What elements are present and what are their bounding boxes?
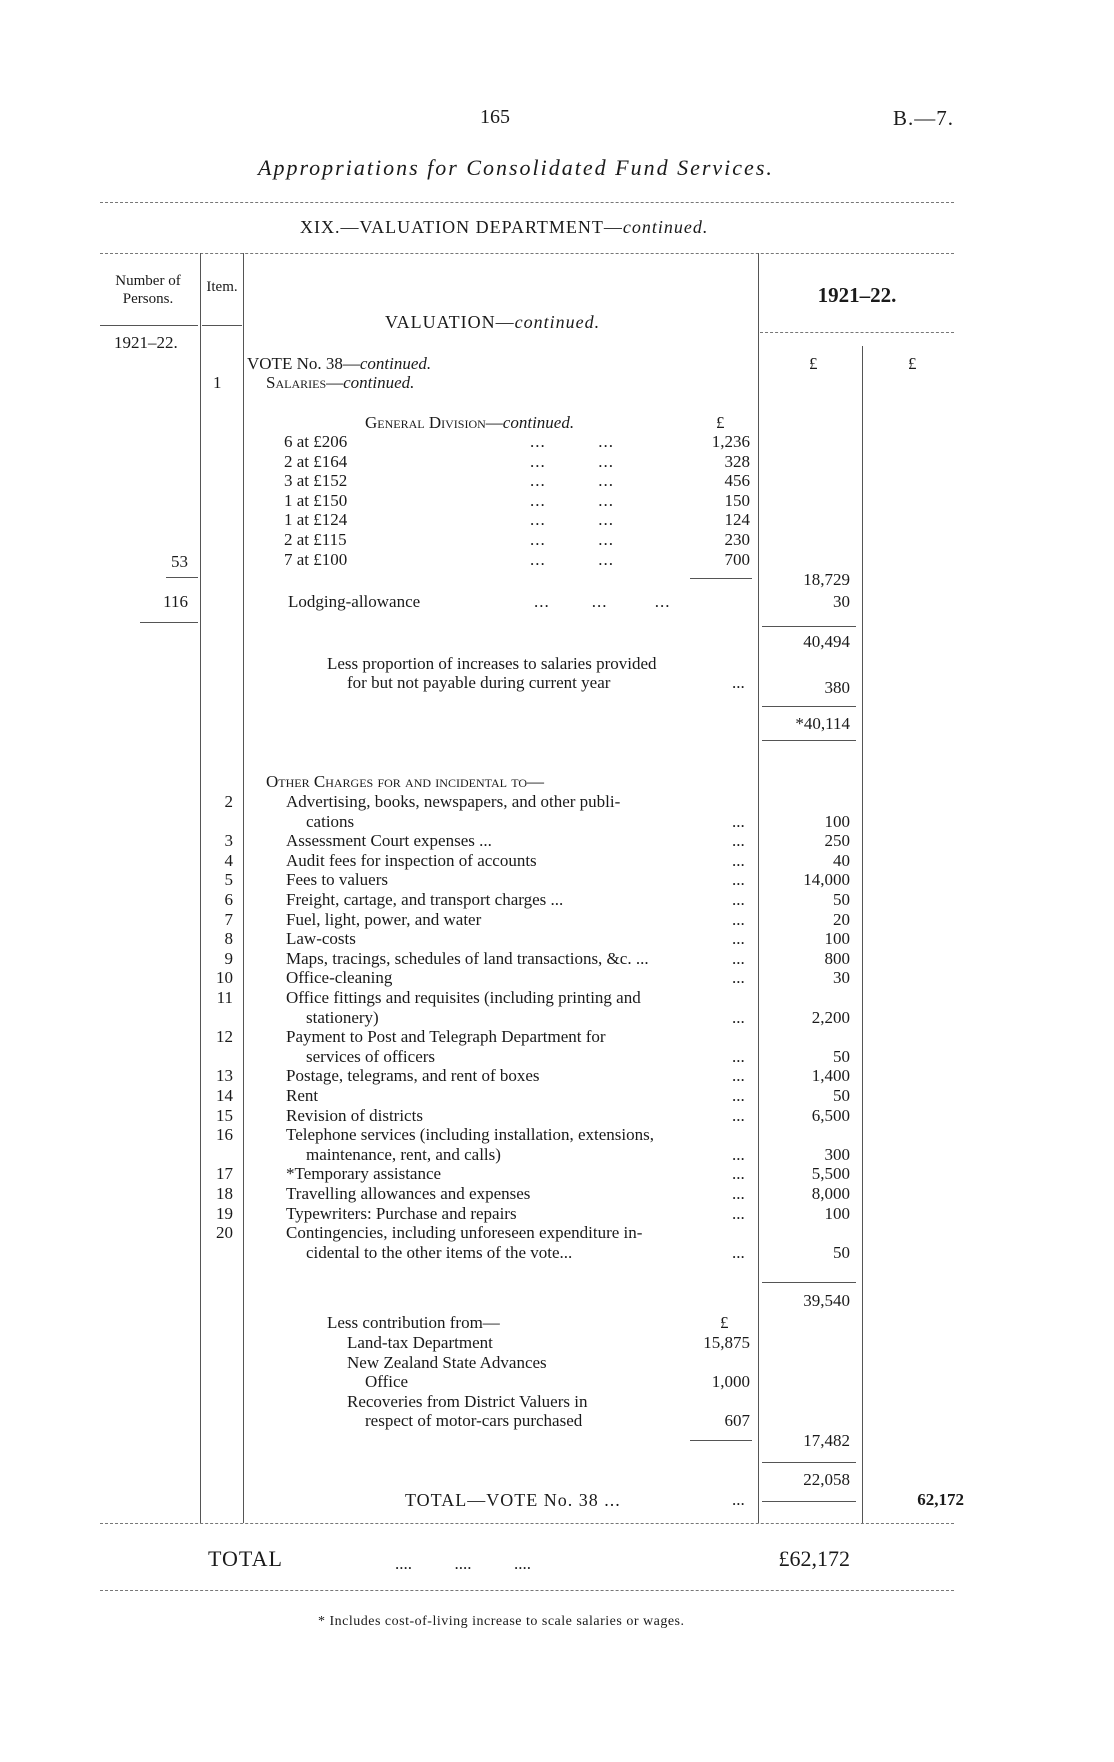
other-charge-amount: 100 bbox=[824, 812, 850, 831]
table-top-rule bbox=[100, 253, 954, 254]
column-header-persons: Number of Persons. bbox=[115, 273, 181, 307]
other-charge-item-number: 14 bbox=[216, 1086, 233, 1105]
other-charge-dots: ... bbox=[732, 1164, 745, 1183]
contribution-total: 17,482 bbox=[803, 1431, 850, 1450]
salaries-label-suffix: continued. bbox=[343, 373, 415, 392]
other-charge-item-number: 17 bbox=[216, 1164, 233, 1183]
other-charge-amount: 40 bbox=[833, 851, 850, 870]
total-vote-amount: 62,172 bbox=[917, 1490, 964, 1509]
general-division-dots: ... ... bbox=[530, 452, 614, 471]
other-charge-amount: 50 bbox=[833, 1047, 850, 1066]
other-charge-item-number: 18 bbox=[216, 1184, 233, 1203]
general-division-dots: ... ... bbox=[530, 471, 614, 490]
net-salaries-rule bbox=[762, 706, 856, 707]
contribution-sum-rule bbox=[690, 1440, 752, 1441]
other-charge-description: Office fittings and requisites (including printing and bbox=[286, 988, 641, 1007]
other-charge-item-number: 19 bbox=[216, 1204, 233, 1223]
section-heading-suffix: continued. bbox=[514, 312, 601, 332]
other-charge-description: cations bbox=[306, 812, 355, 831]
other-charge-dots: ... bbox=[732, 831, 745, 850]
item-column-divider bbox=[243, 253, 244, 1523]
column-header-item: Item. bbox=[206, 279, 238, 295]
general-division-grade: 1 at £124 bbox=[284, 510, 348, 529]
other-charge-item-number: 8 bbox=[224, 929, 233, 948]
footnote: * Includes cost-of-living increase to scale salaries or wages. bbox=[318, 1614, 685, 1629]
pound-sign-amount-column: £ bbox=[809, 354, 818, 373]
total-vote-dots: ... bbox=[732, 1490, 745, 1509]
other-charge-amount: 100 bbox=[824, 929, 850, 948]
other-charge-dots: ... bbox=[732, 1145, 745, 1164]
general-division-amount: 230 bbox=[724, 530, 750, 549]
lodging-allowance-label: Lodging-allowance bbox=[288, 592, 421, 611]
other-charge-amount: 50 bbox=[833, 1086, 850, 1105]
column-header-year: 1921–22. bbox=[817, 283, 897, 307]
other-charge-dots: ... bbox=[732, 1086, 745, 1105]
salaries-sum-rule bbox=[762, 626, 856, 627]
contribution-amount: 607 bbox=[724, 1411, 750, 1430]
other-charge-dots: ... bbox=[732, 968, 745, 987]
other-charge-description: Office-cleaning bbox=[286, 968, 393, 987]
general-division-amount: 456 bbox=[724, 471, 750, 490]
grand-total-dots: .... .... .... bbox=[395, 1554, 531, 1573]
other-charge-amount: 14,000 bbox=[803, 870, 850, 889]
general-division-amount: 150 bbox=[724, 491, 750, 510]
other-charge-dots: ... bbox=[732, 949, 745, 968]
general-division-sum-rule bbox=[690, 578, 752, 579]
grand-total-amount: £62,172 bbox=[778, 1546, 850, 1571]
other-charge-amount: 50 bbox=[833, 890, 850, 909]
other-charge-description: Rent bbox=[286, 1086, 319, 1105]
other-charge-item-number: 12 bbox=[216, 1027, 233, 1046]
contribution-source: Land-tax Department bbox=[347, 1333, 493, 1352]
general-division-grade: 3 at £152 bbox=[284, 471, 348, 490]
other-charge-description: Assessment Court expenses ... bbox=[286, 831, 492, 850]
general-division-subtotal: 18,729 bbox=[803, 570, 850, 589]
total-vote-label: TOTAL—VOTE No. 38 ... bbox=[405, 1490, 621, 1510]
other-charge-dots: ... bbox=[732, 890, 745, 909]
other-charge-description: Law-costs bbox=[286, 929, 356, 948]
other-charge-dots: ... bbox=[732, 929, 745, 948]
other-charge-item-number: 6 bbox=[224, 890, 233, 909]
other-charge-item-number: 16 bbox=[216, 1125, 233, 1144]
other-charge-amount: 20 bbox=[833, 910, 850, 929]
other-charge-description: Audit fees for inspection of accounts bbox=[286, 851, 537, 870]
vote-title bbox=[247, 354, 431, 374]
other-charge-description: Telephone services (including installation, extensions, bbox=[286, 1125, 654, 1144]
other-charge-description: maintenance, rent, and calls) bbox=[306, 1145, 501, 1164]
other-charge-description: Fuel, light, power, and water bbox=[286, 910, 482, 929]
page-number: 165 bbox=[480, 106, 510, 128]
other-charge-description: *Temporary assistance bbox=[286, 1164, 442, 1183]
other-charge-item-number: 4 bbox=[224, 851, 233, 870]
general-division-grade: 2 at £115 bbox=[284, 530, 347, 549]
total-vote-rule bbox=[762, 1501, 856, 1502]
other-charge-description: services of officers bbox=[306, 1047, 436, 1066]
lodging-allowance-dots: ... ... ... bbox=[534, 592, 671, 611]
persons-total: 116 bbox=[163, 592, 188, 611]
other-charge-dots: ... bbox=[732, 1047, 745, 1066]
less-proportion-dots: ... bbox=[732, 673, 745, 692]
section-heading-text: VALUATION— bbox=[385, 312, 515, 332]
salaries-item-number: 1 bbox=[213, 373, 222, 392]
department-title-suffix: continued. bbox=[622, 217, 709, 237]
general-division-heading-text: General Division— bbox=[365, 413, 503, 432]
pound-sign-total-column: £ bbox=[908, 354, 917, 373]
other-charge-description: Typewriters: Purchase and repairs bbox=[286, 1204, 517, 1223]
other-charge-item-number: 20 bbox=[216, 1223, 233, 1242]
other-charge-dots: ... bbox=[732, 1204, 745, 1223]
other-charge-description: Fees to valuers bbox=[286, 870, 388, 889]
other-charge-dots: ... bbox=[732, 851, 745, 870]
department-title-text: XIX.—VALUATION DEPARTMENT— bbox=[300, 217, 623, 237]
persons-subtotal-rule bbox=[166, 577, 198, 578]
other-charges-heading: Other Charges for and incidental to— bbox=[266, 772, 545, 791]
general-division-grade: 1 at £150 bbox=[284, 491, 348, 510]
other-charge-amount: 300 bbox=[824, 1145, 850, 1164]
vote-title-text: VOTE No. 38— bbox=[247, 354, 360, 373]
other-charge-amount: 800 bbox=[824, 949, 850, 968]
other-charge-item-number: 13 bbox=[216, 1066, 233, 1085]
other-charge-dots: ... bbox=[732, 870, 745, 889]
other-charge-amount: 1,400 bbox=[811, 1066, 850, 1085]
other-charge-amount: 50 bbox=[833, 1243, 850, 1262]
contribution-source: Recoveries from District Valuers in bbox=[347, 1392, 588, 1411]
other-charge-description: Contingencies, including unforeseen expenditure in- bbox=[286, 1223, 643, 1242]
other-charge-item-number: 9 bbox=[224, 949, 233, 968]
general-division-dots: ... ... bbox=[530, 530, 614, 549]
document-reference: B.—7. bbox=[893, 106, 955, 130]
item-header-rule bbox=[202, 325, 242, 326]
net-salaries-under-rule bbox=[762, 740, 856, 741]
other-charges-total: 39,540 bbox=[803, 1291, 850, 1310]
other-charge-description: cidental to the other items of the vote... bbox=[306, 1243, 573, 1262]
general-division-grade: 6 at £206 bbox=[284, 432, 348, 451]
general-division-dots: ... ... bbox=[530, 432, 614, 451]
other-charge-dots: ... bbox=[732, 1243, 745, 1262]
other-charge-description: Postage, telegrams, and rent of boxes bbox=[286, 1066, 540, 1085]
vote-title-suffix: continued. bbox=[359, 354, 432, 373]
contribution-amount: 1,000 bbox=[711, 1372, 750, 1391]
general-division-pound-sign: £ bbox=[716, 413, 725, 432]
contribution-source: Office bbox=[365, 1372, 409, 1391]
contribution-source: respect of motor-cars purchased bbox=[365, 1411, 583, 1430]
other-charge-dots: ... bbox=[732, 1106, 745, 1125]
page-title: Appropriations for Consolidated Fund Services. bbox=[258, 155, 774, 180]
lodging-allowance-amount: 30 bbox=[833, 592, 850, 611]
general-division-dots: ... ... bbox=[530, 550, 614, 569]
other-charge-amount: 30 bbox=[833, 968, 850, 987]
other-charge-description: Payment to Post and Telegraph Department for bbox=[286, 1027, 606, 1046]
salaries-total: 40,494 bbox=[803, 632, 850, 651]
persons-header-rule bbox=[100, 325, 198, 326]
general-division-amount: 1,236 bbox=[711, 432, 750, 451]
general-division-grade: 2 at £164 bbox=[284, 452, 348, 471]
contribution-pound-sign: £ bbox=[720, 1313, 729, 1332]
header-rule bbox=[100, 202, 954, 203]
other-charge-dots: ... bbox=[732, 1008, 745, 1027]
other-charges-sum-rule bbox=[762, 1282, 856, 1283]
vote-net-total: 22,058 bbox=[803, 1470, 850, 1489]
contribution-source: New Zealand State Advances bbox=[347, 1353, 547, 1372]
salaries-label bbox=[266, 373, 414, 393]
general-division-dots: ... ... bbox=[530, 510, 614, 529]
other-charge-description: Advertising, books, newspapers, and other publi- bbox=[286, 792, 621, 811]
net-salaries-total: *40,114 bbox=[795, 714, 850, 733]
other-charge-amount: 2,200 bbox=[811, 1008, 850, 1027]
other-charge-amount: 100 bbox=[824, 1204, 850, 1223]
other-charge-item-number: 11 bbox=[216, 988, 233, 1007]
other-charge-item-number: 15 bbox=[216, 1106, 233, 1125]
other-charge-dots: ... bbox=[732, 1184, 745, 1203]
contribution-amount: 15,875 bbox=[703, 1333, 750, 1352]
other-charge-item-number: 7 bbox=[224, 910, 233, 929]
total-column-divider bbox=[862, 346, 863, 1523]
other-charge-description: Revision of districts bbox=[286, 1106, 423, 1125]
department-title bbox=[300, 217, 708, 238]
other-charge-dots: ... bbox=[732, 910, 745, 929]
general-division-amount: 124 bbox=[724, 510, 750, 529]
year-header-rule bbox=[760, 332, 954, 333]
other-charge-amount: 6,500 bbox=[811, 1106, 850, 1125]
general-division-grade: 7 at £100 bbox=[284, 550, 348, 569]
other-charge-item-number: 10 bbox=[216, 968, 233, 987]
less-proportion-amount: 380 bbox=[824, 678, 850, 697]
general-division-amount: 328 bbox=[724, 452, 750, 471]
persons-subtotal: 53 bbox=[171, 552, 188, 571]
less-proportion-line-1: Less proportion of increases to salaries provided bbox=[327, 654, 657, 673]
persons-total-rule bbox=[140, 622, 198, 623]
other-charge-dots: ... bbox=[732, 812, 745, 831]
other-charge-dots: ... bbox=[732, 1066, 745, 1085]
general-division-heading bbox=[365, 413, 574, 433]
general-division-dots: ... ... bbox=[530, 491, 614, 510]
other-charge-amount: 8,000 bbox=[811, 1184, 850, 1203]
other-charge-item-number: 2 bbox=[224, 792, 233, 811]
table-bottom-rule bbox=[100, 1523, 954, 1524]
other-charge-amount: 5,500 bbox=[811, 1164, 850, 1183]
less-proportion-line-2: for but not payable during current year bbox=[347, 673, 611, 692]
section-heading bbox=[385, 312, 600, 333]
general-division-heading-suffix: continued. bbox=[502, 413, 575, 432]
other-charge-description: stationery) bbox=[306, 1008, 379, 1027]
other-charge-amount: 250 bbox=[824, 831, 850, 850]
grand-total-label: TOTAL bbox=[208, 1546, 283, 1571]
contribution-heading: Less contribution from— bbox=[327, 1313, 500, 1332]
persons-year: 1921–22. bbox=[114, 333, 178, 352]
general-division-amount: 700 bbox=[724, 550, 750, 569]
other-charge-item-number: 3 bbox=[224, 831, 233, 850]
other-charge-description: Travelling allowances and expenses bbox=[286, 1184, 531, 1203]
vote-net-rule bbox=[762, 1462, 856, 1463]
other-charge-description: Maps, tracings, schedules of land transactions, &c. ... bbox=[286, 949, 649, 968]
grand-total-rule bbox=[100, 1590, 954, 1591]
salaries-label-text: Salaries— bbox=[266, 373, 344, 392]
other-charge-item-number: 5 bbox=[224, 870, 233, 889]
other-charge-description: Freight, cartage, and transport charges ... bbox=[286, 890, 564, 909]
amount-column-divider bbox=[758, 253, 759, 1523]
